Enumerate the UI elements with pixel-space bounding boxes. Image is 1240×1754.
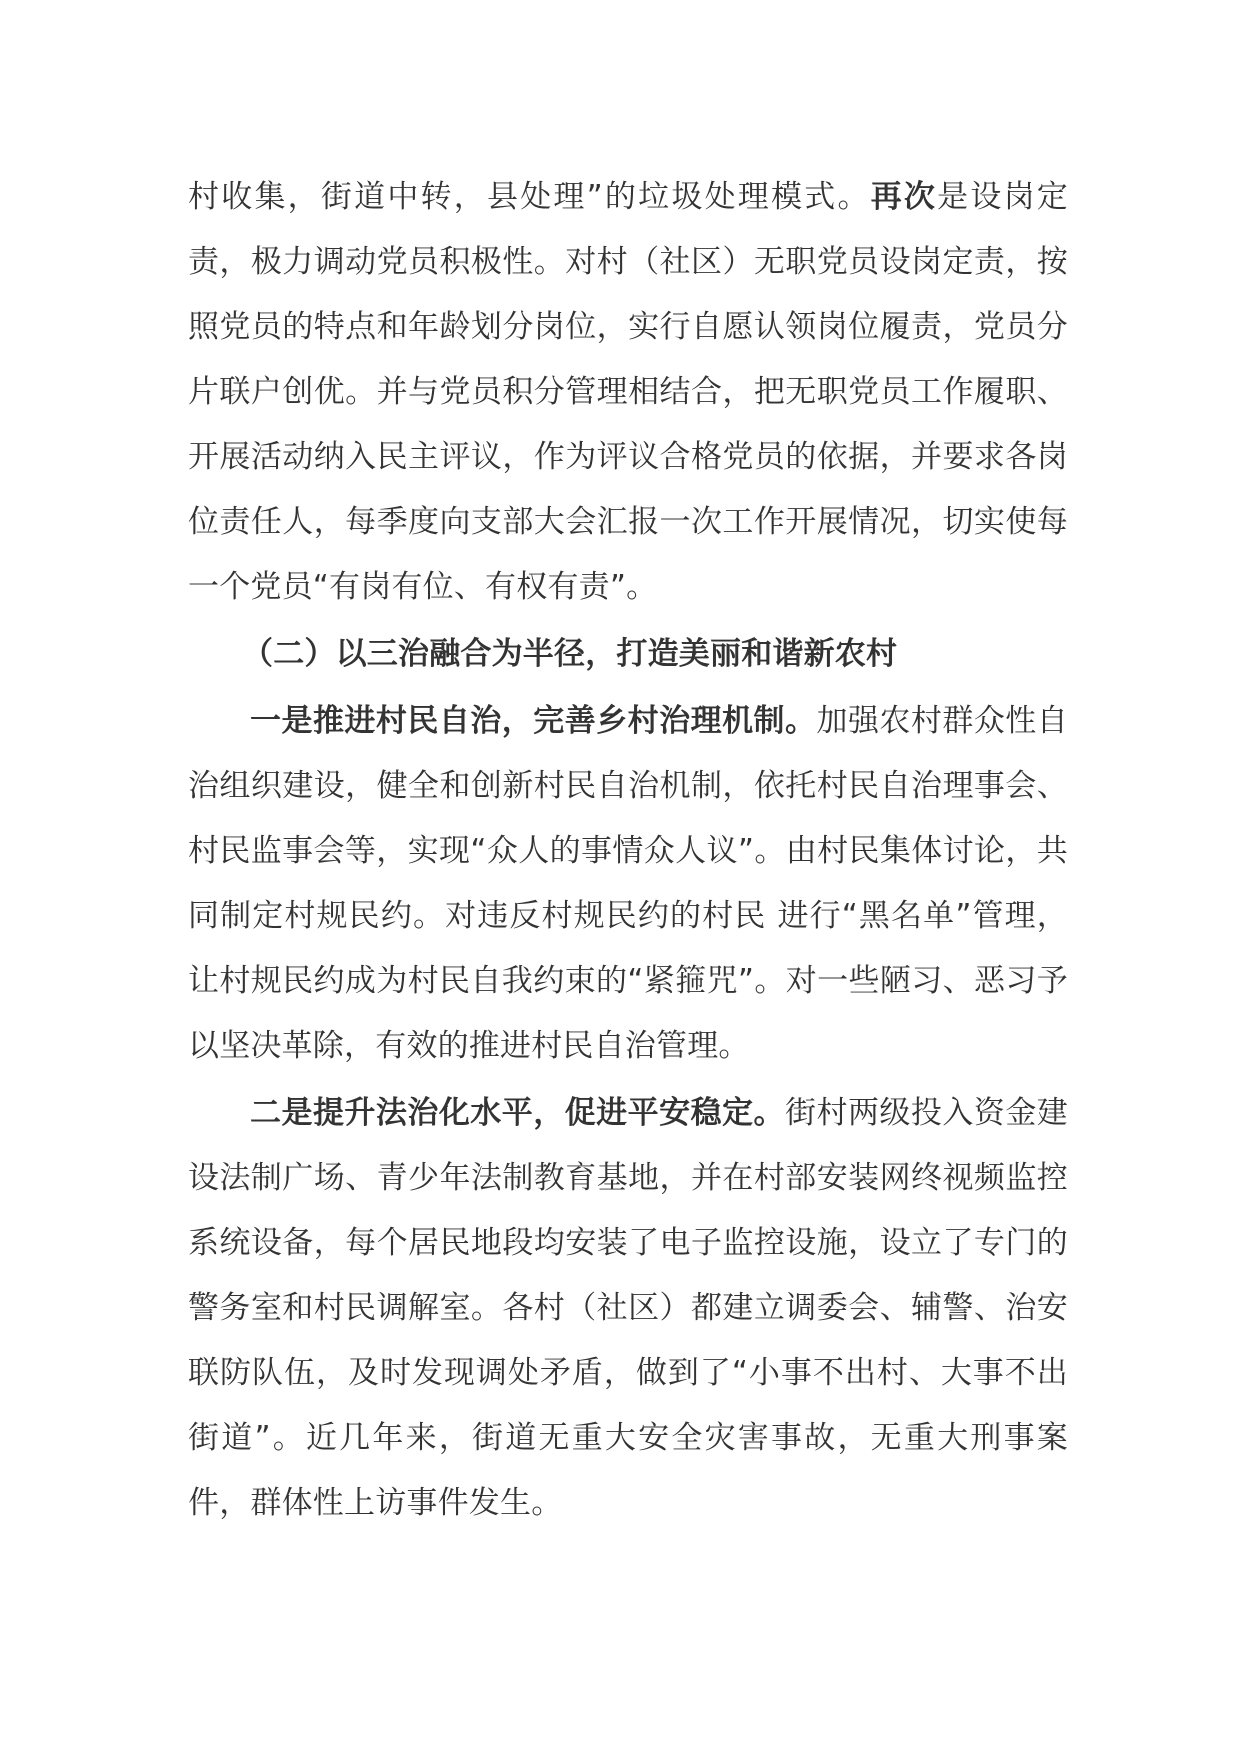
bold-phrase: 再次 <box>870 179 938 215</box>
paragraph-text: 村收集，街道中转，县处理”的垃圾处理模式。 <box>188 179 871 215</box>
paragraph-rule-of-law <box>188 1081 1068 1536</box>
bold-lead: 二是提升法治化水平，促进平安稳定。 <box>250 1095 786 1131</box>
paragraph-continued <box>188 165 1068 620</box>
paragraph-text: 街村两级投入资金建设法制广场、青少年法制教育基地，并在村部安装网终视频监控系统设备，每个居民地段均安装了电子监控设施，设立了专门的警务室和村民调解室。各村（社区）都建立调委会、辅警、治安联防队伍，及时发现调处矛盾，做到了“小事不出村、大事不出街道”。近几年来，街道无重大安全灾害事故，无重大刑事案件，群体性上访事件发生。 <box>188 1095 1068 1521</box>
paragraph-text: 加强农村群众性自治组织建设，健全和创新村民自治机制，依托村民自治理事会、村民监事会等，实现“众人的事情众人议”。由村民集体讨论，共同制定村规民约。对违反村规民约的村民 进行“黑名单”管理，让村规民约成为村民自我约束的“紧箍咒”。对一些陋习、恶习予以坚决革除，有效的推进村民自治管理。 <box>188 703 1068 1064</box>
paragraph-self-governance <box>188 689 1068 1079</box>
section-heading: （二）以三治融合为半径，打造美丽和谐新农村 <box>242 636 898 672</box>
bold-lead: 一是推进村民自治，完善乡村治理机制。 <box>250 703 817 739</box>
document-page <box>188 165 1068 1536</box>
paragraph-text: 是设岗定责，极力调动党员积极性。对村（社区）无职党员设岗定责，按照党员的特点和年龄划分岗位，实行自愿认领岗位履责，党员分片联户创优。并与党员积分管理相结合，把无职党员工作履职、开展活动纳入民主评议，作为评议合格党员的依据，并要求各岗位责任人，每季度向支部大会汇报一次工作开展情况，切实使每一个党员“有岗有位、有权有责”。 <box>188 179 1068 605</box>
